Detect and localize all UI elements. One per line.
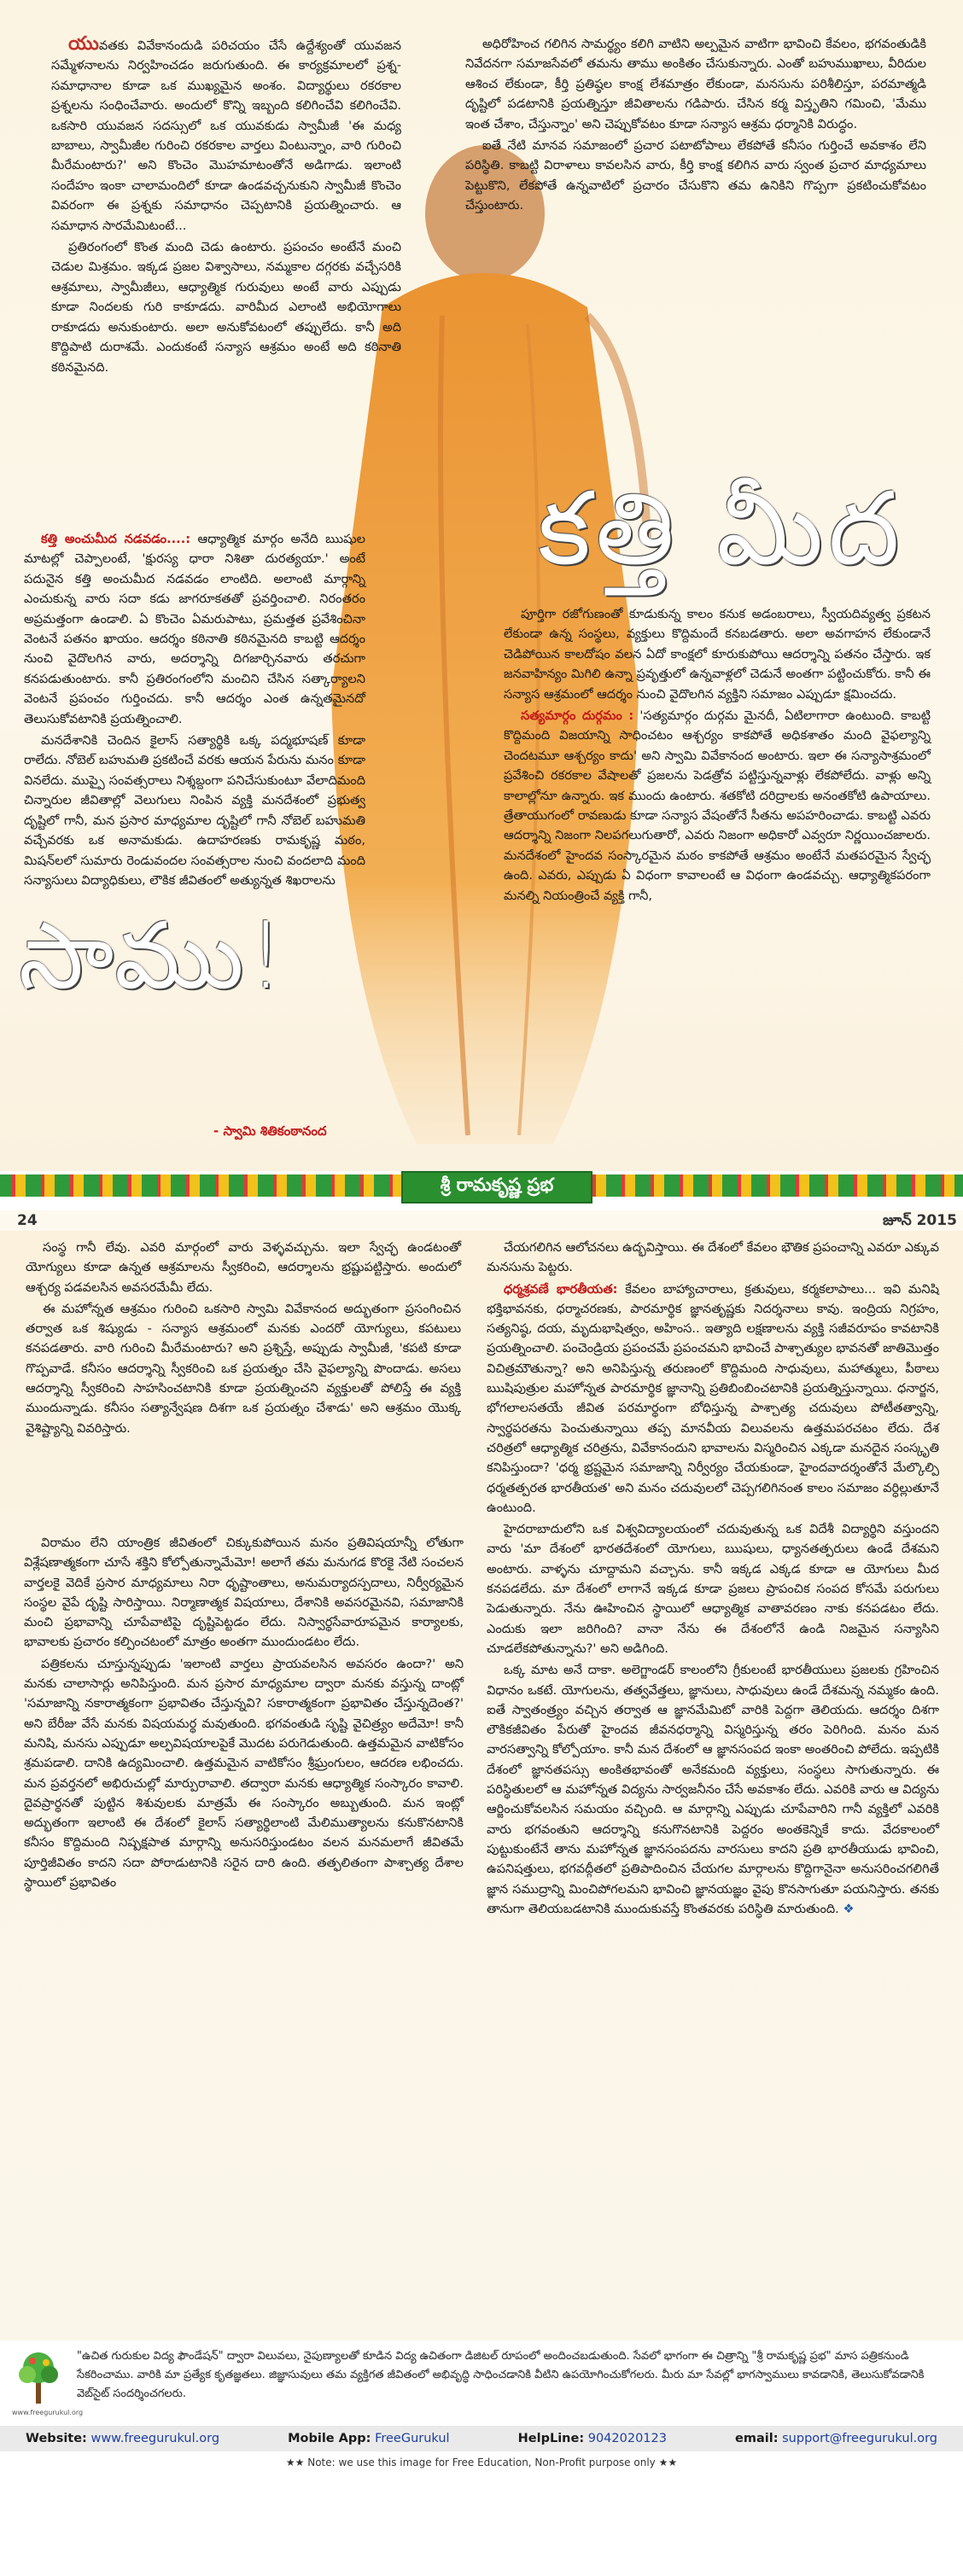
paragraph: చేయగలిగిన ఆలోచనలు ఉద్భవిస్తాయి. ఈ దేశంలో కేవలం భౌతిక ప్రపంచాన్ని ఎవరూ ఎక్కువ మనసును పెట్టరు. bbox=[487, 1240, 939, 1275]
article-title-top: కత్తి మీద bbox=[538, 469, 905, 587]
paragraph bbox=[24, 529, 365, 729]
website-info bbox=[26, 2432, 219, 2445]
top-column-right bbox=[465, 34, 926, 218]
paragraph-text: వతకు వివేకానందుడి పరిచయం చేసే ఉద్దేశ్యంతో యువజన సమ్మేళనాలను నిర్వహించడం జరుగుతుంది. ఈ కార్యక్రమాలలో ప్రశ్న-సమాధానాల కూడా ఒక ముఖ్యమైన అంశం. విద్యార్థులు రకరకాల ప్రశ్నలను సంధించేవారు. అందులో కొన్ని ఇబ్బంది కలిగించేవి కలిగించేవి. ఒకసారి యువజన సదస్సులో ఒక యువకుడు స్వామీజీ 'ఈ మధ్య బాబాలు, స్వామీజీల గురించి రకరకాల వార్తలు వింటున్నాం, వారి గురించి మీరేమంటారు?' అని కొంచెం మొహమాటంతోనే అడిగాడు. ఇలాంటి సందేహం ఇంకా చాలామందిలో కూడా ఉండవచ్చనుకుని స్వామీజీ కొంచెం వివరంగా ఈ ప్రశ్నకు సమాధానం చెప్పటానికి ప్రయత్నించారు. ఆ సమాధాన సారమేమిటంటే... bbox=[51, 38, 401, 233]
top-column-right-lower bbox=[504, 604, 931, 907]
paragraph: ప్రతిరంగంలో కొంత మంది చెడు ఉంటారు. ప్రపంచం అంటేనే మంచి చెడుల మిశ్రమం. ఇక్కడ ప్రజల విశ్వాసాలు, నమ్మకాల దగ్గరకు వచ్చేసరికి ఆశ్రమాలు, స్వామీజీలు, ఆధ్యాత్మిక గురువులు అంటే వారు ఎప్పుడు కూడా నిందలకు గురి కాకూడదు. వారిమీద ఎలాంటి అభియోగాలు రాకూడదు అనుకుంటారు. అలా అనుకోవటంలో తప్పులేదు. కానీ అది కొద్దిపాటి దురాశమే. ఎందుకంటే సన్యాస ఆశ్రమం అంటే అది కఠినాతి కఠినమైనది. bbox=[51, 240, 401, 375]
helpline-number[interactable]: 9042020123 bbox=[587, 2432, 667, 2445]
author-byline: - స్వామి శితికంఠానంద bbox=[213, 1123, 327, 1139]
top-column-left bbox=[51, 34, 401, 379]
paragraph bbox=[487, 1279, 939, 1518]
issue-date: జూన్ 2015 bbox=[883, 1212, 957, 1229]
paragraph: ఈ మహోన్నత ఆశ్రమం గురించి ఒకసారి స్వామి వివేకానంద అద్భుతంగా ప్రసంగించిన తర్వాత ఒక శిష్యుడు - సన్యాస ఆశ్రమంలో మనకు ఎందరో యోగ్యులు, కపటులు కనపడతారు. వారి గురించి మీరేమంటారు? అని ప్రశ్నిస్తే, అప్పుడు స్వామీజీ, 'కపటి కూడా గొప్పవాడే. కనీసం ఆదర్శాన్ని స్వీకరించి ఒక ప్రయత్నం చేసి వైఫల్యాన్ని పొందాడు. అసలు ఆదర్శాన్ని స్వీకరించి సాహసించటానికి కూడా ప్రయత్నించని వ్యక్తులతో పోలిస్తే ఈ వ్యక్తి ముందున్నాడు. కనీసం సత్యాన్వేషణ దిశగా ఒక ప్రయత్నం చేశాడు' అని ఆశ్రమం యొక్క వైశిష్ట్యాన్ని వివరిస్తారు. bbox=[26, 1301, 461, 1436]
article-title-bottom: సాము! bbox=[19, 903, 288, 1010]
magazine-name: శ్రీ రామకృష్ణ ప్రభ bbox=[401, 1171, 592, 1203]
bottom-column-right bbox=[487, 1238, 939, 1920]
page-number: 24 bbox=[17, 1212, 38, 1229]
paragraph bbox=[504, 706, 931, 906]
subheading: కత్తి అంచుమీద నడవడం....: bbox=[41, 532, 191, 546]
magazine-banner bbox=[0, 1171, 963, 1210]
drop-cap: యు bbox=[68, 33, 99, 55]
paragraph: విరామం లేని యాంత్రిక జీవితంలో చిక్కుకుపోయిన మనం ప్రతివిషయాన్నీ లోతుగా విశ్లేషణాత్మకంగా చూసే శక్తిని కోల్పోతున్నామేమో! అలాగే తమ మనుగడ కొరకై నేటి సంచలన వార్తలకై వెదికే ప్రసార మాధ్యమాలు నిరా ధృష్టాంతాలు, అనుమర్యాదస్పదాలు, నిర్వీర్యమైన సంస్థల వైపే దృష్టి సారిస్తాయి. నిర్మాణాత్మక విషయాలు, దేశానికి అవసరమైనవి, సమాజానికి మంచి ప్రభావాన్ని చూపేవాటిపై దృష్టిపెట్టడం లేదు. నిస్వార్థసేవారూపమైన కార్యాలకు, భావాలకు ప్రచారం కల్పించటంలో మాత్రం అంతగా ముందుండటం లేదు. bbox=[24, 1536, 464, 1650]
paragraph: మనదేశానికి చెందిన కైలాస్ సత్యార్థికి ఒక్క పద్మభూషణ్ కూడా రాలేదు. నోబెల్ బహుమతి ప్రకటించే వరకు ఆయన పేరును మనం కూడా వినలేదు. ముప్పై సంవత్సరాలు నిశ్శబ్దంగా పనిచేసుకుంటూ వేలాదిమంది చిన్నారుల జీవితాల్లో వెలుగులు నింపిన వ్యక్తి మనదేశంలో ప్రభుత్వ దృష్టిలో గానీ, మన ప్రసార మాధ్యమాల దృష్టిలో గానీ నోబెల్ బహుమతి వచ్చేవరకు ఒక అనామకుడు. ఉదాహరణకు రామకృష్ణ మఠం, మిషన్‌లలో సుమారు రెండువందల సంవత్సరాల నుంచి వందలాది మంది సన్యాసులు విద్యాధికులు, లౌకిక జీవితంలో అత్యున్నత శిఖరాలను bbox=[24, 733, 365, 888]
freegurukul-logo bbox=[12, 2349, 84, 2422]
tree-logo-icon bbox=[12, 2349, 65, 2409]
paragraph: సంస్థ గానీ లేవు. ఎవరి మార్గంలో వారు వెళ్ళవచ్చును. ఇలా స్వేచ్ఛ ఉండటంతో యోగ్యులు కూడా ఉన్నత ఆశ్రమాలను స్వీకరించి, ఆదర్శాలను భ్రష్టుపట్టిస్తారు. అందులో ఆశ్చర్య పడవలసిన అవసరమేమీ లేదు. bbox=[26, 1240, 461, 1295]
footer-note: "ఉచిత గురుకుల విద్య ఫౌండేషన్" ద్వారా విలువలు, నైపుణ్యాలతో కూడిన విద్య ఉచితంగా డిజిటల్ రూపంలో అందించబడుతుంది. సేవలో భాగంగా ఈ చిత్రాన్ని "శ్రీ రామకృష్ణ ప్రభ" మాస పత్రికనుండి సేకరించాము. వారికి మా ప్రత్యేక కృతజ్ఞతలు. జిజ్ఞాసువులు తమ వ్యక్తిగత జీవితంలో అభివృద్ధి సాధించడానికి వీటిని ఉపయోగించుకోగలరు. మీరు మా సేవల్లో భాగస్వాములు కావడానికి, తెలుసుకోవడానికి వెబ్‌సైట్ సందర్శించగలరు. bbox=[77, 2350, 925, 2400]
website-label: Website: bbox=[26, 2432, 87, 2445]
app-label: Mobile App: bbox=[288, 2432, 371, 2445]
paragraph-text: 'సత్యమార్గం దుర్గమ మైనదీ, ఏటిలాగారా ఉంటుంది. కాబట్టి కొద్దిమంది విజయాన్ని సాధించటం ఆశ్చర్యం కాకపోతే అధికశాతం మంది వైఫల్యాన్ని చెందటమూ ఆశ్చర్యం కాదు' అని స్వామి వివేకానంద అంటారు. ఇలా ఈ సన్యాసాశ్రమంలో ప్రవేశించి రకరకాల వేషాలతో ప్రజలను పెడత్రోవ పట్టిస్తున్నవాళ్లు లేకపోలేదు. వాళ్లు అన్ని కాలాల్లోనూ ఉన్నారు. ఇక ముందు ఉంటారు. శతకోటి దరిద్రాలకు అనంతకోటి ఉపాయాలు. త్రేతాయుగంలో రావణుడు కూడా సన్యాస వేషంతోనే సీతను అపహరించాడు. కాబట్టి ఎవరు ఆదర్శాన్ని నిజంగా నిలపగలుగుతారో, ఎవరు నిజంగా అధికారో ఎవ్వరూ నిర్ణయించజాలరు. మనదేశంలో హైందవ సంస్కారమైన మఠం కాకపోతే ఆశ్రమం అంటేనే మతపరమైన స్వేచ్ఛ ఉంది. ఎవరు, ఎప్పుడు ఏ విధంగా కావాలంటే ఆ విధంగా ఉండవచ్చు. ఆధ్యాత్మికపరంగా మనల్ని నియంత్రించే వ్యక్తి గానీ, bbox=[504, 708, 931, 903]
email-label: email: bbox=[735, 2432, 779, 2445]
paragraph-text: ఒక్క మాట అనే దాకా. అలెగ్జాండర్ కాలంలోని గ్రీకులంటే భారతీయులు ప్రజలకు గ్రహించిన విధానం ఒకటే. యోగులను, తత్వవేత్తలు, జ్ఞానులు, సాధువులు ఉండే దేశమన్న నమ్మకం ఉంది. ఐతే స్వాతంత్ర్యం వచ్చిన తర్వాత ఆ జ్ఞానమేమిటో వారికి పెద్దగా తెలియదు. ఆదర్శం దిశగా లౌకికజీవితం పేరుతో హైందవ జీవనధర్మాన్ని విస్మరిస్తున్న తరం పెరిగింది. మనం మన వారసత్వాన్ని కోల్పోయాం. కానీ మన దేశంలో ఆ జ్ఞానసంపద ఇంకా అంతరించి పోలేదు. ఇప్పటికి దేశంలో జ్ఞానతపస్సు అంకితభావంతో అనేకమంది వ్యక్తులు, సంస్థలు సాగుతున్నారు. ఈ పరిస్థితులలో ఆ మహోన్నత విద్యను సార్వజనీనం చేసే అవకాశం లేదు. ఎవరికి వారు ఆ విద్యను ఆర్జించుకోవలసిన సమయం వచ్చింది. ఆ మార్గాన్ని ఎప్పుడు చూపేవారిని గానీ వ్యక్తిలో ఎవరికి వారు భగవంతుని ఆదర్శాన్ని కనుగొనటానికి పెద్దరం అంతకెన్నికే కాదు. వేదకాలంలో పుట్టుకుంటేనే తాను మహోన్నత జ్ఞానసంపదను వారసులు కాదని ప్రతి భారతీయుడు భావించి, ఉపనిషత్తులు, భగవద్గీతలో ప్రతిపాదించిన చేయగల మార్గాలను కొద్దిగానైనా అనుసరించగలిగితే జ్ఞాన సముద్రాన్ని మించిపోగలమని భావించి జ్ఞానయజ్ఞం వైపు కొనసాగుతూ పయనిస్తారు. తనకు తానుగా తెలియబడటానికి ముందుకువస్తే కొంతవరకు పరిస్థితి మారుతుంది. bbox=[487, 1663, 939, 1916]
paragraph: అధిరోహించ గలిగిన సామర్థ్యం కలిగి వాటిని అల్పమైన వాటిగా భావించి కేవలం, భగవంతుడికి నివేదనగా సమాజసేవలో తమను తాము అంకితం చేసుకున్నారు. ఎంతో బహుముఖాలు, వీరిదుల ఆశించ లేకుండా, కీర్తి ప్రతిష్ఠల కాంక్ష లేశమాత్రం లేకుండా, మనసును పరిశీలిస్తూ, పరమాత్మడి దృష్టిలో పడటానికి ప్రయత్నిస్తూ జీవితాలను గడిపారు. చేసిన కర్మ విస్తృతిని గమించి, 'మేము ఇంత చేశాం, చేస్తున్నాం' అని చెప్పుకోవటం కూడా సన్యాస ఆశ్రమ ధర్మానికి విరుద్ధం. bbox=[465, 37, 926, 131]
paragraph: హైదరాబాదులోని ఒక విశ్వవిద్యాలయంలో చదువుతున్న ఒక విదేశీ విద్యార్థిని వస్తుందని వారు 'మా దేశంలో భారతదేశంలో యోగులు, ఋషులు, ధ్యానతత్పరులు ఉండే దేశమని అంటారు. వాళ్ళను చూద్దామని వచ్చాను. కానీ ఇక్కడ ఎక్కడ కూడా ఆ యోగులు మీద కనపడలేదు. మా దేశంలో లాగానే ఇక్కడ కూడా ప్రజలు ప్రాపంచిక సంపద కోసమే పరుగులు పెడుతున్నారు. నేను ఊహించిన స్థాయిలో ఆధ్యాత్మిక వాతావరణం నాకు కనపడటం లేదు. ఎందుకు ఇలా జరిగింది? వానా నేను ఈ దేశంలోనే ఉండి నిజమైన సన్యాసిని చూడలేకపోతున్నాను?' అని అడిగింది. bbox=[487, 1522, 939, 1656]
contact-bar bbox=[0, 2426, 963, 2451]
top-column-left-lower bbox=[24, 529, 365, 892]
paragraph bbox=[51, 34, 401, 236]
bottom-column-left bbox=[26, 1238, 461, 1440]
paragraph bbox=[487, 1660, 939, 1919]
bottom-column-left-text bbox=[24, 1533, 464, 1892]
paragraph-text: కేవలం బాహ్యాచారాలు, క్రతువులు, కర్మకలాపాలు... ఇవి మనిషి భక్తిభావనకు, ధర్మాచరణకు, పారమార్థిక జ్ఞానతృష్ణకు నిదర్శనాలు కావు. ఇంద్రియ నిగ్రహం, సత్యనిష్ఠ, దయ, మృదుభాషిత్వం, అహింస.. ఇత్యాది లక్షణాలను వ్యక్తి సజీవరూపం కావటానికి ప్రయత్నించాలి. పంచెండ్రియ ప్రపంచమే ప్రపంచమని భావించే పాశ్చాత్యుల భావనతో జాతిమొత్తం విచిత్రమౌతున్నా? అని అనిపిస్తున్న తరుణంలో కొద్దిమంది సాధువులు, మహాత్ములు, పీఠాలు ఋషిపుత్రుల మహోన్నత పారమార్థిక జ్ఞానాన్ని ప్రతిబింబించటానికి ప్రయత్నిస్తున్నాయి. ధనార్జన, భోగలాలసతయే జీవిత పరమార్థంగా బోధిస్తున్న పాశ్చాత్య చదువులు పోటీతత్వాన్ని, స్వార్థపరతను పెంచుతున్నాయి తప్ప మానవీయ విలువలను ఉత్తమపరచటం లేదు. దేశ చరిత్రలో ఆధ్యాత్మిక చరిత్రను, వివేకానందుని భావాలను విస్మరించిన ఎక్కడా మనదైన సంస్కృతి కనిపిస్తుందా? 'ధర్మ భ్రష్టమైన సమాజాన్ని నిర్వీర్యం చేయకుండా, హైందవాదర్శంతోనే మేల్కొల్పి ధర్మతత్పరత భారతీయత' అని మనం చదువులలో చెప్పగలిగినంత కాలం సమాజం వర్ధిల్లుతూనే ఉంటుంది. bbox=[487, 1281, 940, 1515]
email-info bbox=[735, 2432, 937, 2445]
app-info bbox=[288, 2432, 450, 2445]
paragraph: పత్రికలను చూస్తున్నప్పుడు 'ఇలాంటి వార్తలు ప్రాయవలసిన అవసరం ఉందా?' అని మనకు చాలాసార్లు అనిపిస్తుంది. మన ప్రసార మాధ్యమాల ద్వారా మనకు వస్తున్న దాంట్లో 'సమాజాన్ని నకారాత్మకంగా ప్రభావితం చేస్తున్నవి? సకారాత్మకంగా ప్రభావితం చేస్తున్నదెంత?' అని బేరీజు వేసే మనకు విషయమర్థ మవుతుంది. భగవంతుడి సృష్టి వైచిత్ర్యం అదేమో! కానీ మనిషి, మనసు ఎప్పుడూ అల్పవిషయాలపైకే మొదట పరుగెడుతుంది. ఉత్తమమైన వాటికోసం శ్రమపడాలి. దానికి ఉద్యమించాలి. ఉత్తమమైన వాటికోసం శ్రీఘ్రంగులం, ఆదరణ లభించదు. మన ప్రవర్తనలో అభిరుచుల్లో మార్పురావాలి. తద్వారా మనకు ఆధ్యాత్మిక సంస్కారం కావాలి. దైవప్రార్థనతో పుట్టిన శిశువులకు మాత్రమే ఈ సంస్కారం అబ్బుతుంది. మన ఇంట్లో అద్భుతంగా ఇలాంటి ఈ దేశంలో కైలాస్ సత్యార్థిలాంటి మేలిముత్యాలను కనుకొనటానికి కనీసం కొద్దిమంది నిష్పక్షపాత మార్గాన్ని అనుసరిస్తుండటం వలన మనమలాగే జీవితమే పూర్తిజీవితం కాదని సదా పోరాడుటానికి సరైన దారి ఉంది. తత్ఫలితంగా పాశ్చాత్య దేశాల స్థాయిలో ప్రభావితం bbox=[24, 1656, 464, 1891]
website-link[interactable]: www.freegurukul.org bbox=[90, 2432, 220, 2445]
disclaimer: ★★ Note: we use this image for Free Education, Non-Profit purpose only ★★ bbox=[285, 2457, 678, 2468]
end-mark-icon: ❖ bbox=[843, 1901, 855, 1916]
paragraph: ఐతే నేటి మానవ సమాజంలో ప్రచార పటాటోపాలు లేకపోతే కనీసం గుర్తించే అవకాశం లేని పరిస్థితి. కాబట్టి విరాళాలు కావలసిన వారు, కీర్తి కాంక్ష కలిగిన వారు స్వంత ప్రచార మాధ్యమాలు పెట్టుకొని, లేకపోతే ఉన్నవాటిలో ప్రచారం చేసుకొని తమ ఉనికిని గొప్పగా ప్రకటించుకోవటం చేస్తుంటారు. bbox=[465, 138, 926, 213]
subheading: సత్యమార్గం దుర్గమం : bbox=[521, 708, 634, 724]
paragraph: పూర్తిగా రజోగుణంతో కూడుకున్న కాలం కనుక అడంబరాలు, స్వీయదివ్యత్వ ప్రకటన లేకుండా ఉన్న సంస్థలు, వ్యక్తులు కొద్దిమందే కనబడతారు. అలా అవగాహన లేకుండానే చెడిపోయిన కాలదోషం వలన ఏదో కాంక్షలో కూరుకుపోయి ఆదర్శాన్ని పతనం చేస్తారు. ఇక జనవాహిన్యం మిగిలి ఉన్నా ప్రవృత్తులో ఉన్నవాళ్లలో చెడునే అంతగా పట్టించుకోరు. కానీ ఈ సన్యాస ఆశ్రమంలో ఆదర్శం నుంచి వైదొలగిన వ్యక్తిని సమాజం ఎప్పుడూ క్షమించదు. bbox=[504, 607, 931, 702]
logo-caption: www.freegurukul.org bbox=[12, 2409, 84, 2416]
subheading: ధర్మశ్రవణే భారతీయత: bbox=[504, 1281, 618, 1297]
helpline-info bbox=[518, 2432, 667, 2445]
paragraph-text: ఆధ్యాత్మిక మార్గం అనేది ఋషుల మాటల్లో చెప్పాలంటే, 'క్షురస్య ధారా నిశితా దురత్యయా.' అంటే పదునైన కత్తి అంచుమీద నడవడం లాంటిది. అలాంటి మార్గాన్ని ఎంచుకున్న వారు సదా కడు జాగరూకతతో ప్రవర్తించాలి. నిరంతరం అప్రమత్తంగా ఉండాలి. ఏ కొంచెం ఏమరుపాటు, ప్రమత్తత ప్రవేశించినా వెంటనే పతనం ఖాయం. ఆదర్శం కఠినాతి కఠినమైనది కాబట్టి ఆదర్శం నుంచి వైదొలగిన వారు, అదర్శాన్ని దిగజార్చినవారు తరచుగా కనపడుతుంటారు. కానీ ప్రతిరంగంలోని మంచిని చేసిన సత్కార్యాలని వెంటనే ప్రపంచం గుర్తించదు. కానీ ఆదర్శం ఎంత ఉన్నతమైనదో తెలుసుకోవటానికి ప్రయత్నించాలి. bbox=[24, 532, 365, 726]
footer bbox=[0, 2340, 963, 2576]
app-link[interactable]: FreeGurukul bbox=[375, 2432, 450, 2445]
helpline-label: HelpLine: bbox=[517, 2432, 585, 2445]
email-link[interactable]: support@freegurukul.org bbox=[782, 2432, 937, 2445]
